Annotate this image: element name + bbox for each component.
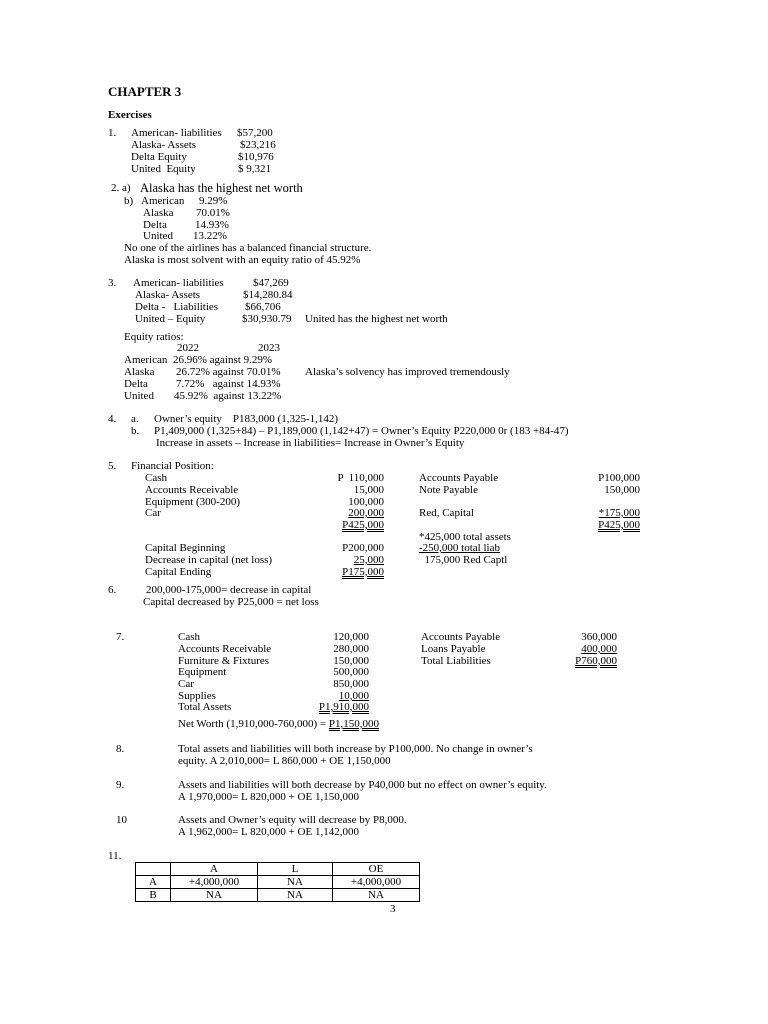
capital-row-value: 25,000 bbox=[353, 554, 384, 566]
table-cell: NA bbox=[258, 889, 333, 902]
ex9-line: Assets and liabilities will both decrease by P40,000 but no effect on owner’s equity. bbox=[178, 779, 547, 791]
ex2-value: 14.93% bbox=[195, 219, 229, 231]
ex4-number: 4. bbox=[108, 413, 117, 425]
asset-label: Cash bbox=[178, 631, 200, 643]
ex10-line: A 1,962,000= L 820,000 + OE 1,142,000 bbox=[178, 826, 359, 838]
asset-value: 10,000 bbox=[338, 690, 369, 702]
asset-value: 150,000 bbox=[333, 655, 369, 667]
capital-row-value: P175,000 bbox=[342, 566, 384, 578]
asset-label: Car bbox=[178, 678, 194, 690]
ex2-label: United bbox=[143, 230, 173, 242]
calc-note: *425,000 total assets bbox=[419, 531, 511, 543]
capital-row-label: Decrease in capital (net loss) bbox=[145, 554, 273, 566]
ex3-value: $47,269 bbox=[253, 277, 289, 289]
ex4-a-text: Owner’s equity P183,000 (1,325-1,142) bbox=[154, 413, 339, 425]
ex8-number: 8. bbox=[116, 743, 125, 755]
ex1-value: $10,976 bbox=[238, 151, 274, 163]
ex1-label: Alaska- Assets bbox=[131, 139, 197, 151]
ex10-number: 10 bbox=[116, 814, 127, 826]
table-header-cell bbox=[136, 863, 171, 876]
eq-row-label: United bbox=[124, 390, 154, 402]
ex2-label: Alaska bbox=[143, 207, 174, 219]
table-header-row bbox=[136, 863, 420, 876]
liability-label: Loans Payable bbox=[421, 643, 486, 655]
ex4-a-label: a. bbox=[131, 413, 139, 425]
page-title: CHAPTER 3 bbox=[108, 84, 182, 99]
ex6-number: 6. bbox=[108, 584, 117, 596]
asset-value: 120,000 bbox=[333, 631, 369, 643]
table-header-cell: OE bbox=[333, 863, 420, 876]
capital-label: Red, Capital bbox=[419, 507, 474, 519]
ex5-number: 5. bbox=[108, 460, 117, 472]
calc-note: -250,000 total liab bbox=[419, 542, 500, 554]
capital-row-label: Capital Beginning bbox=[145, 542, 226, 554]
ex11-table bbox=[135, 862, 420, 902]
eq-row-label: Delta bbox=[124, 378, 148, 390]
ex2-note: No one of the airlines has a balanced financial structure. bbox=[124, 242, 372, 254]
ex3-label: United – Equity bbox=[135, 313, 206, 325]
table-header-cell: A bbox=[171, 863, 258, 876]
page-number: 3 bbox=[390, 903, 396, 915]
table-cell: B bbox=[136, 889, 171, 902]
table-header-cell: L bbox=[258, 863, 333, 876]
ex1-value: $23,216 bbox=[240, 139, 276, 151]
ex1-label: American- liabilities bbox=[131, 127, 222, 139]
asset-value: 500,000 bbox=[333, 666, 369, 678]
asset-label: Supplies bbox=[178, 690, 216, 702]
eq-row-note: Alaska’s solvency has improved tremendously bbox=[305, 366, 510, 378]
ex3-value: $30,930.79 bbox=[242, 313, 292, 325]
ex2-a-text: Alaska has the highest net worth bbox=[140, 181, 303, 195]
eq-row-label: American bbox=[124, 354, 168, 366]
eq-row-text: 45.92% against 13.22% bbox=[174, 390, 282, 402]
ex4-b-text: P1,409,000 (1,325+84) – P1,189,000 (1,142+47) = Owner’s Equity P220,000 0r (183 +84-47) bbox=[154, 425, 569, 437]
ex9-line: A 1,970,000= L 820,000 + OE 1,150,000 bbox=[178, 791, 359, 803]
ex3-number: 3. bbox=[108, 277, 117, 289]
ex8-line: Total assets and liabilities will both increase by P100,000. No change in owner’s bbox=[178, 743, 533, 755]
asset-value: 280,000 bbox=[333, 643, 369, 655]
ex3-label: Delta - Liabilities bbox=[135, 301, 219, 313]
ex2-label: Delta bbox=[143, 219, 167, 231]
ex7-number: 7. bbox=[116, 631, 125, 643]
liability-value: 400,000 bbox=[581, 643, 617, 655]
ex2-note: Alaska is most solvent with an equity ratio of 45.92% bbox=[124, 254, 361, 266]
year-header: 2022 bbox=[177, 342, 199, 354]
ex2-value: 13.22% bbox=[193, 230, 227, 242]
asset-label: Equipment (300-200) bbox=[145, 496, 241, 508]
liability-label: Accounts Payable bbox=[419, 472, 499, 484]
ex1-value: $ 9,321 bbox=[238, 163, 271, 175]
ex2-label: American bbox=[141, 195, 185, 207]
asset-value: 850,000 bbox=[333, 678, 369, 690]
asset-value: 200,000 bbox=[348, 507, 384, 519]
ex3-label: American- liabilities bbox=[133, 277, 224, 289]
ex2-a-prefix: 2. a) bbox=[111, 182, 131, 194]
total-assets-label: Total Assets bbox=[178, 701, 232, 713]
capital-row-value: P200,000 bbox=[342, 542, 384, 554]
calc-note: 175,000 Red Captl bbox=[419, 554, 508, 566]
ex6-line: Capital decreased by P25,000 = net loss bbox=[143, 596, 319, 608]
table-cell: +4,000,000 bbox=[333, 876, 420, 889]
table-cell: NA bbox=[258, 876, 333, 889]
ex10-line: Assets and Owner’s equity will decrease by P8,000. bbox=[178, 814, 407, 826]
ex8-line: equity. A 2,010,000= L 860,000 + OE 1,150,000 bbox=[178, 755, 391, 767]
liability-label: Total Liabilities bbox=[421, 655, 491, 667]
eq-row-text: 26.72% against 70.01% bbox=[176, 366, 281, 378]
ex2-b-prefix: b) bbox=[124, 195, 134, 207]
asset-label: Car bbox=[145, 507, 161, 519]
table-cell: +4,000,000 bbox=[171, 876, 258, 889]
ex1-number: 1. bbox=[108, 127, 117, 139]
liability-label: Note Payable bbox=[419, 484, 478, 496]
table-cell: NA bbox=[171, 889, 258, 902]
ex6-line: 200,000-175,000= decrease in capital bbox=[146, 584, 312, 596]
ex3-label: Alaska- Assets bbox=[135, 289, 201, 301]
ex3-note: United has the highest net worth bbox=[305, 313, 448, 325]
ex11-number: 11. bbox=[108, 850, 122, 862]
ex1-label: Delta Equity bbox=[131, 151, 187, 163]
asset-label: Accounts Receivable bbox=[178, 643, 272, 655]
section-heading: Exercises bbox=[108, 109, 152, 121]
liability-value: P760,000 bbox=[575, 655, 617, 667]
asset-label: Furniture & Fixtures bbox=[178, 655, 270, 667]
year-header: 2023 bbox=[258, 342, 280, 354]
asset-label: Equipment bbox=[178, 666, 227, 678]
net-worth-label: Net Worth (1,910,000-760,000) = bbox=[178, 718, 329, 730]
net-worth-value: P1,150,000 bbox=[328, 718, 379, 730]
ex3-value: $66,706 bbox=[245, 301, 281, 313]
total-assets-value: P1,910,000 bbox=[318, 701, 369, 713]
asset-value: P 110,000 bbox=[337, 472, 384, 484]
liability-value: P100,000 bbox=[598, 472, 640, 484]
net-worth-line bbox=[178, 718, 379, 730]
eq-row-text: 26.96% against 9.29% bbox=[173, 354, 272, 366]
capital-row-label: Capital Ending bbox=[145, 566, 212, 578]
capital-value: *175,000 bbox=[598, 507, 640, 519]
assets-total: P425,000 bbox=[342, 519, 384, 531]
ex9-number: 9. bbox=[116, 779, 125, 791]
asset-label: Accounts Receivable bbox=[145, 484, 239, 496]
ex1-value: $57,200 bbox=[237, 127, 273, 139]
equity-ratios-heading: Equity ratios: bbox=[124, 331, 184, 343]
eq-row-text: 7.72% against 14.93% bbox=[176, 378, 281, 390]
ex4-b-label: b. bbox=[131, 425, 140, 437]
ex5-heading: Financial Position: bbox=[131, 460, 214, 472]
table-row bbox=[136, 876, 420, 889]
ex2-value: 70.01% bbox=[196, 207, 230, 219]
asset-value: 15,000 bbox=[353, 484, 384, 496]
ex2-value: 9.29% bbox=[199, 195, 228, 207]
table-cell: NA bbox=[333, 889, 420, 902]
eq-row-label: Alaska bbox=[124, 366, 155, 378]
ex1-label: United Equity bbox=[131, 163, 196, 175]
liability-value: 150,000 bbox=[604, 484, 640, 496]
ex3-value: $14,280.84 bbox=[243, 289, 293, 301]
asset-value: 100,000 bbox=[348, 496, 384, 508]
asset-label: Cash bbox=[145, 472, 167, 484]
table-cell: A bbox=[136, 876, 171, 889]
liability-label: Accounts Payable bbox=[421, 631, 501, 643]
liabilities-total: P425,000 bbox=[598, 519, 640, 531]
ex4-b-text: Increase in assets – Increase in liabilities= Increase in Owner’s Equity bbox=[156, 437, 465, 449]
table-row bbox=[136, 889, 420, 902]
liability-value: 360,000 bbox=[581, 631, 617, 643]
